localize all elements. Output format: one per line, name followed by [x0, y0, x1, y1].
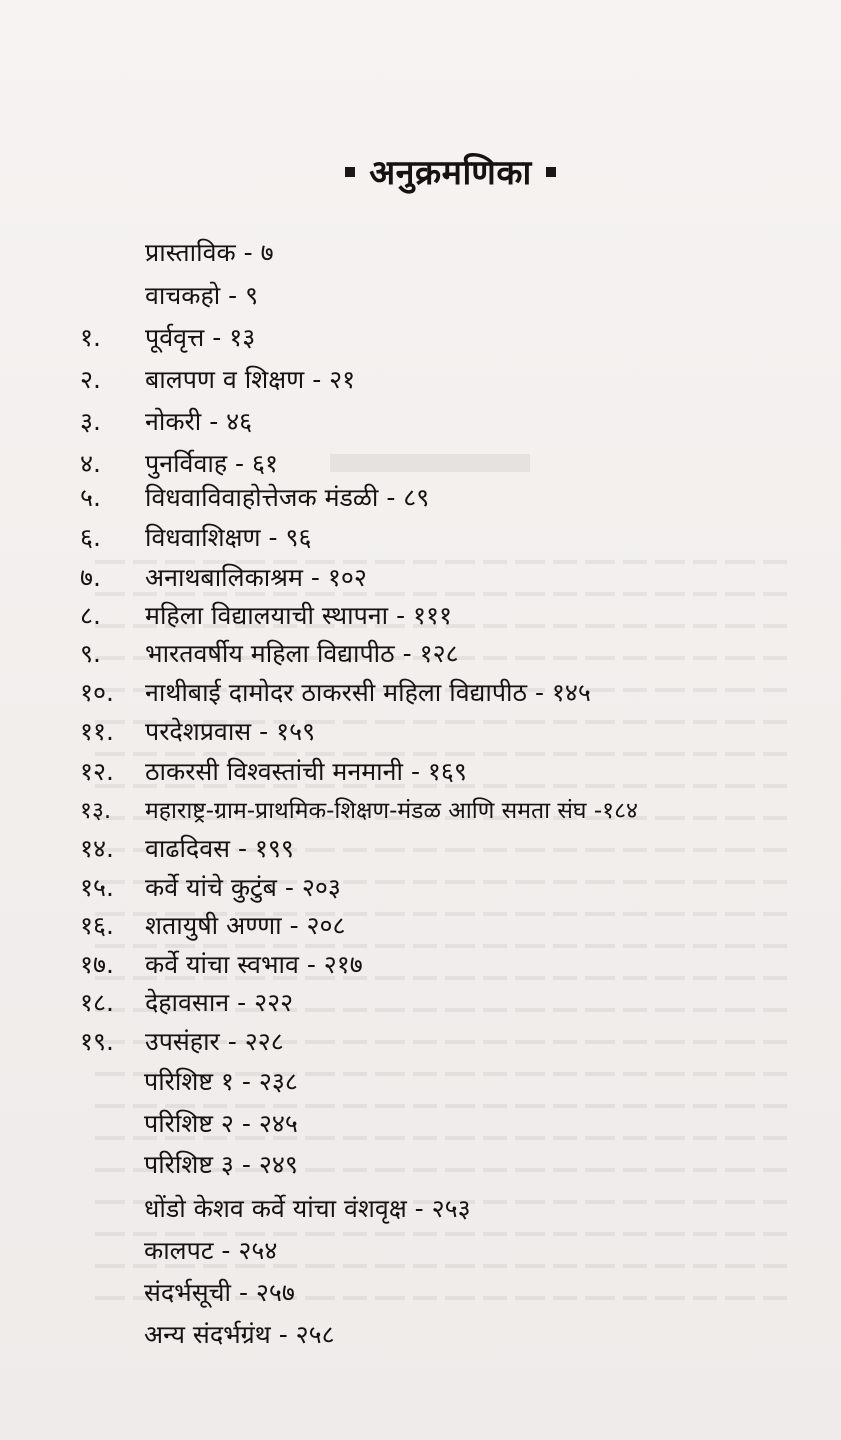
toc-entry-number: ३.	[80, 407, 101, 436]
toc-entry-text: कालपट - २५४	[144, 1236, 278, 1265]
toc-entry-number: १८.	[80, 988, 114, 1017]
toc-entry-number: २.	[80, 365, 101, 394]
toc-entry-number: १५.	[80, 873, 114, 902]
toc-entry-number: १२.	[80, 757, 114, 786]
toc-entry-text: विधवाविवाहोत्तेजक मंडळी - ८९	[145, 483, 430, 512]
toc-entry-text: महाराष्ट्र-ग्राम-प्राथमिक-शिक्षण-मंडळ आणि समता संघ -१८४	[145, 798, 638, 824]
toc-entry-text: अनाथबालिकाश्रम - १०२	[145, 563, 367, 592]
toc-entry-number: ६.	[80, 523, 101, 552]
toc-entry-text: शतायुषी अण्णा - २०८	[145, 911, 346, 940]
toc-entry-text: प्रास्ताविक - ७	[145, 238, 274, 267]
toc-entry-number: १६.	[80, 911, 114, 940]
toc-entry-number: ४.	[80, 449, 101, 478]
toc-entry-text: पूर्ववृत्त - १३	[145, 323, 256, 352]
toc-entry-text: धोंडो केशव कर्वे यांचा वंशवृक्ष - २५३	[144, 1194, 471, 1223]
toc-entry-text: ठाकरसी विश्वस्तांची मनमानी - १६९	[145, 757, 467, 786]
toc-entry-number: ११.	[80, 717, 114, 746]
toc-entry-text: परिशिष्ट ३ - २४९	[144, 1150, 298, 1179]
toc-entry-text: पुनर्विवाह - ६१	[145, 449, 279, 478]
toc-entry-text: संदर्भसूची - २५७	[144, 1278, 295, 1307]
toc-entry-number: १४.	[80, 834, 114, 863]
toc-entry-text: परिशिष्ट २ - २४५	[144, 1109, 298, 1138]
toc-entry-text: भारतवर्षीय महिला विद्यापीठ - १२८	[145, 639, 459, 668]
page-title-text: अनुक्रमणिका	[369, 153, 532, 193]
toc-entry-text: वाचकहो - ९	[145, 281, 259, 310]
toc-entry-text: कर्वे यांचे कुटुंब - २०३	[145, 873, 341, 902]
toc-entry-text: वाढदिवस - १९९	[145, 834, 294, 863]
toc-entry-text: अन्य संदर्भग्रंथ - २५८	[144, 1320, 335, 1349]
toc-entry-text: नाथीबाई दामोदर ठाकरसी महिला विद्यापीठ - १४५	[145, 678, 591, 707]
toc-entry-text: बालपण व शिक्षण - २१	[145, 365, 356, 394]
toc-entry-number: १३.	[80, 798, 112, 824]
toc-entry-number: १७.	[80, 950, 114, 979]
toc-entry-text: परदेशप्रवास - १५९	[145, 717, 316, 746]
toc-entry-text: महिला विद्यालयाची स्थापना - १११	[145, 601, 453, 630]
toc-entry-text: नोकरी - ४६	[145, 407, 253, 436]
toc-entry-text: विधवाशिक्षण - ९६	[145, 523, 312, 552]
toc-entry-number: ८.	[80, 601, 101, 630]
toc-entry-text: देहावसान - २२२	[145, 988, 294, 1017]
toc-entry-number: १०.	[80, 678, 114, 707]
toc-entry-text: परिशिष्ट १ - २३८	[144, 1067, 298, 1096]
toc-entry-number: १९.	[80, 1027, 114, 1056]
toc-entry-text: उपसंहार - २२८	[145, 1027, 284, 1056]
toc-entry-number: ५.	[80, 483, 101, 512]
toc-entry-number: १.	[80, 323, 101, 352]
toc-entry-text: कर्वे यांचा स्वभाव - २१७	[145, 950, 363, 979]
toc-entry-number: ७.	[80, 563, 101, 592]
toc-entry-number: ९.	[80, 639, 101, 668]
